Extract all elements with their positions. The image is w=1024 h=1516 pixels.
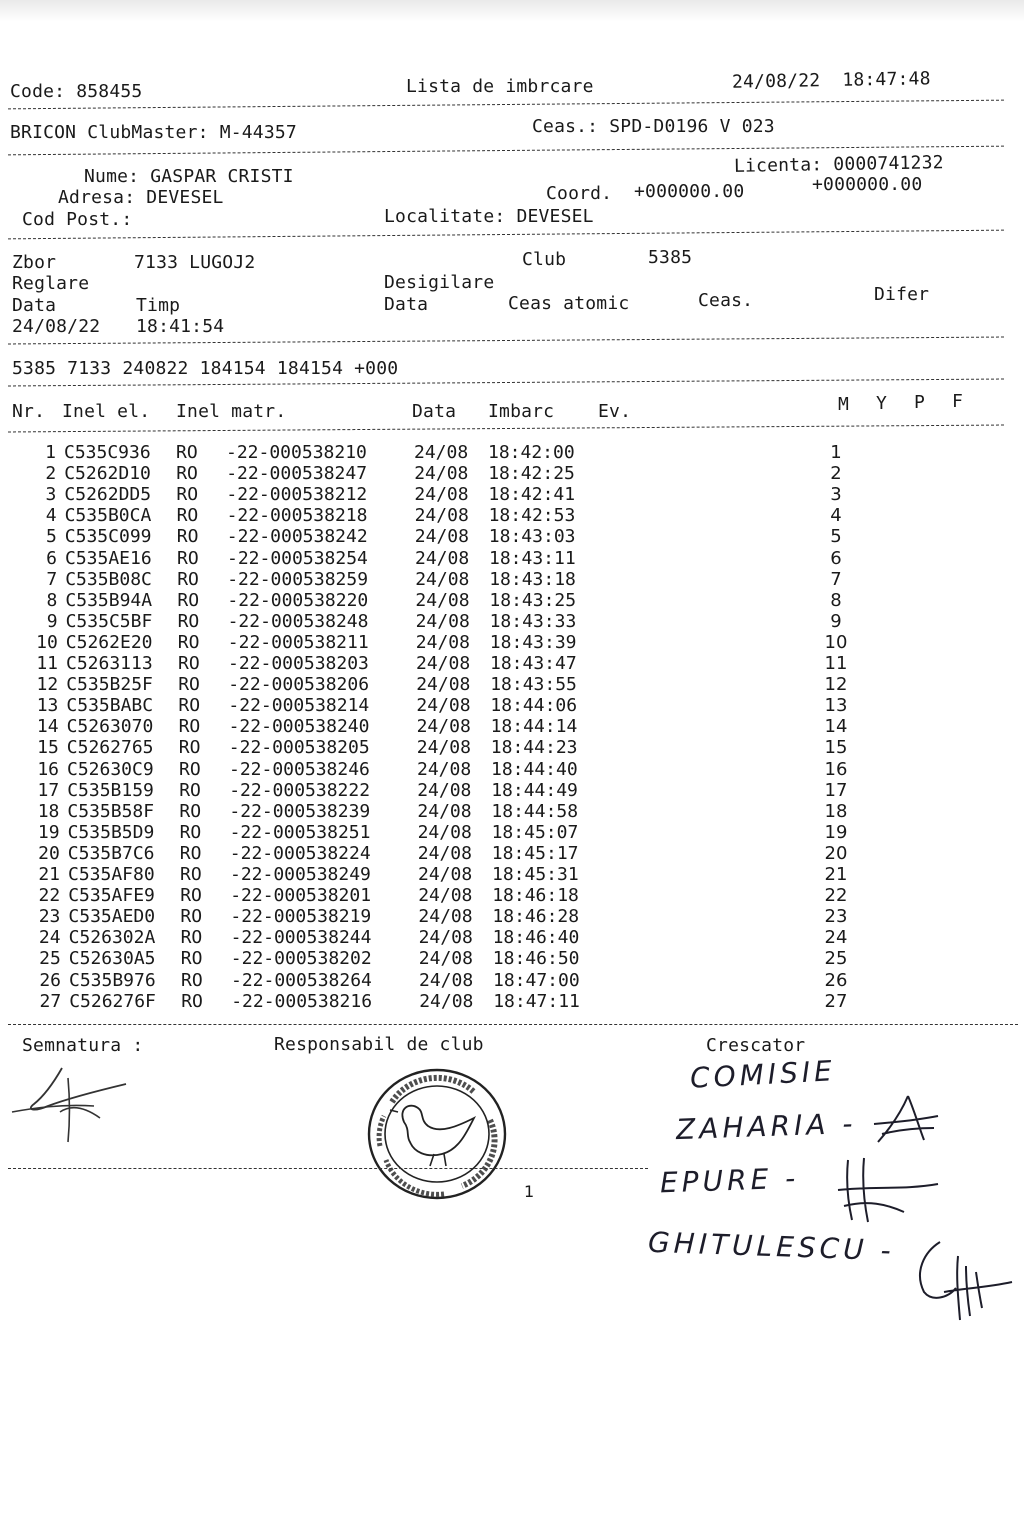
- table-row: [38, 885, 978, 906]
- electronic-ring: C526302A: [68, 927, 156, 949]
- row-number: 2: [45, 463, 57, 485]
- country-code: RO: [176, 484, 199, 506]
- country-code: RO: [180, 885, 202, 907]
- table-row: [38, 822, 978, 843]
- handwritten-name-2: EPURE -: [659, 1161, 800, 1200]
- basketing-time: 18:44:40: [491, 758, 578, 780]
- breeder-label: Crescator: [706, 1035, 806, 1056]
- male-count: 2: [830, 463, 842, 485]
- basketing-date: 24/08: [415, 631, 470, 653]
- basketing-date: 24/08: [414, 526, 469, 548]
- basketing-date: 24/08: [414, 484, 469, 506]
- basketing-time: 18:42:25: [488, 463, 575, 485]
- electronic-ring: C535B08C: [65, 568, 152, 590]
- country-code: RO: [178, 695, 201, 717]
- matriculation-ring: -22-000538216: [231, 990, 373, 1012]
- signature-epure: [834, 1150, 944, 1230]
- country-code: RO: [179, 842, 202, 864]
- flight-value: 7133 LUGOJ2: [134, 252, 256, 273]
- row-number: 1: [45, 442, 56, 463]
- row-number: 24: [38, 927, 61, 949]
- signature-line: [8, 1168, 648, 1169]
- print-datetime: 24/08/22 18:47:48: [731, 68, 931, 93]
- row-number: 9: [46, 610, 58, 632]
- table-row: [37, 780, 977, 801]
- table-row: [36, 674, 976, 695]
- basketing-date: 24/08: [419, 969, 474, 991]
- row-number: 5: [45, 526, 57, 548]
- flight-label: Zbor: [12, 252, 57, 273]
- basketing-time: 18:46:18: [492, 885, 579, 907]
- basketing-time: 18:47:00: [493, 969, 580, 991]
- code-label: Code: 858455: [10, 81, 143, 102]
- matriculation-ring: -22-000538259: [227, 568, 369, 590]
- matriculation-ring: -22-000538239: [229, 800, 371, 822]
- handwritten-name-3: GHITULESCU -: [647, 1225, 896, 1268]
- clubmaster-label: BRICON ClubMaster: M-44357: [10, 122, 297, 143]
- basketing-time: 18:42:00: [488, 442, 575, 463]
- row-number: 3: [45, 484, 57, 506]
- col-ev: Ev.: [598, 401, 632, 422]
- electronic-ring: C52630C9: [67, 758, 154, 780]
- table-row: [38, 843, 978, 864]
- table-row: [39, 970, 979, 991]
- col-m: M: [838, 394, 850, 415]
- row-number: 10: [36, 631, 58, 653]
- matriculation-ring: -22-000538264: [231, 969, 372, 991]
- electronic-ring: C535C936: [64, 442, 151, 463]
- handwritten-commission: COMISIE: [689, 1054, 837, 1095]
- matriculation-ring: -22-000538205: [228, 737, 370, 759]
- country-code: RO: [176, 505, 199, 527]
- basketing-date: 24/08: [415, 568, 470, 590]
- col-y: Y: [876, 393, 888, 414]
- male-count: 6: [830, 547, 842, 569]
- row-number: 15: [37, 737, 59, 759]
- basketing-date: 24/08: [417, 842, 472, 864]
- divider: [8, 425, 1004, 433]
- electronic-ring: C535B7C6: [67, 842, 155, 864]
- male-count: 10: [824, 631, 848, 653]
- handwritten-name-1: ZAHARIA -: [675, 1106, 857, 1147]
- desigilare-label: Desigilare: [384, 272, 495, 293]
- country-code: RO: [178, 737, 201, 759]
- table-row: [35, 526, 975, 547]
- male-count: 8: [830, 589, 842, 611]
- col-f: F: [952, 391, 964, 412]
- row-number: 18: [37, 800, 60, 822]
- table-row: [35, 505, 975, 526]
- male-count: 3: [830, 484, 842, 506]
- electronic-ring: C535C5BF: [65, 610, 153, 632]
- row-number: 22: [38, 885, 61, 907]
- club-responsible-label: Responsabil de club: [274, 1034, 484, 1055]
- row-number: 6: [46, 547, 57, 569]
- basketing-time: 18:43:47: [490, 653, 577, 674]
- matriculation-ring: -22-000538246: [229, 758, 370, 780]
- clock-label: Ceas.: [698, 290, 754, 311]
- difference-label: Difer: [874, 284, 930, 305]
- basketing-time: 18:47:11: [493, 990, 580, 1012]
- coord-label: Coord.: [546, 183, 613, 204]
- table-row: [36, 632, 976, 653]
- postal-code-label: Cod Post.:: [22, 209, 133, 230]
- electronic-ring: C5263113: [66, 653, 153, 674]
- table-row: [38, 906, 978, 927]
- basketing-date: 24/08: [414, 442, 469, 463]
- electronic-ring: C535B94A: [65, 589, 153, 611]
- licence-number: Licenta: 0000741232: [733, 152, 944, 177]
- country-code: RO: [179, 779, 201, 801]
- electronic-ring: C535BABC: [66, 695, 154, 717]
- electronic-ring: C52630A5: [68, 948, 156, 970]
- male-count: 9: [830, 610, 842, 632]
- country-code: RO: [178, 674, 200, 696]
- country-code: RO: [179, 758, 201, 780]
- reglare-date: 24/08/22: [12, 316, 101, 337]
- basketing-time: 18:45:07: [491, 821, 579, 843]
- basketing-date: 24/08: [416, 653, 471, 674]
- basketing-time: 18:42:41: [488, 484, 576, 506]
- basketing-date: 24/08: [414, 463, 469, 485]
- table-row: [37, 801, 977, 822]
- table-row: [35, 569, 975, 590]
- male-count: 18: [824, 800, 848, 822]
- matriculation-ring: -22-000538214: [228, 695, 370, 717]
- basketing-date: 24/08: [417, 821, 472, 843]
- male-count: 19: [824, 821, 848, 843]
- timp-label: Timp: [136, 295, 181, 316]
- basketing-date: 24/08: [415, 547, 470, 569]
- male-count: 21: [824, 864, 848, 885]
- basketing-time: 18:43:11: [489, 547, 576, 569]
- table-row: [36, 611, 976, 632]
- basketing-date: 24/08: [416, 695, 471, 717]
- col-data: Data: [412, 401, 457, 422]
- table-row: [35, 590, 975, 611]
- country-code: RO: [177, 631, 200, 653]
- electronic-ring: C535B159: [67, 779, 154, 801]
- male-count: 5: [830, 526, 842, 548]
- row-number: 8: [46, 589, 58, 611]
- row-number: 21: [38, 864, 60, 885]
- row-number: 13: [36, 695, 59, 717]
- table-row: [39, 948, 979, 969]
- matriculation-ring: -22-000538240: [228, 716, 370, 738]
- atomic-clock-label: Ceas atomic: [508, 293, 630, 314]
- clock-id: Ceas.: SPD-D0196 V 023: [532, 116, 775, 137]
- row-number: 19: [37, 821, 60, 843]
- basketing-date: 24/08: [418, 885, 473, 907]
- country-code: RO: [176, 526, 199, 548]
- basketing-time: 18:45:17: [491, 842, 579, 864]
- row-number: 7: [46, 568, 58, 590]
- country-code: RO: [178, 716, 201, 738]
- scan-shadow: [0, 0, 1024, 22]
- signature-label: Semnatura :: [22, 1035, 144, 1056]
- basketing-time: 18:44:58: [491, 800, 579, 822]
- row-number: 17: [37, 779, 60, 801]
- row-number: 26: [39, 969, 61, 991]
- basketing-time: 18:43:03: [488, 526, 576, 548]
- matriculation-ring: -22-000538211: [227, 631, 369, 653]
- basketing-time: 18:43:18: [489, 568, 576, 590]
- matriculation-ring: -22-000538218: [226, 505, 368, 527]
- club-stamp: [362, 1062, 512, 1206]
- country-code: RO: [177, 610, 200, 632]
- male-count: 12: [824, 674, 848, 696]
- divider: [8, 230, 1004, 240]
- male-count: 16: [824, 758, 848, 780]
- row-number: 23: [38, 906, 61, 928]
- country-code: RO: [177, 568, 199, 590]
- male-count: 1: [830, 442, 842, 463]
- data-label-1: Data: [12, 295, 57, 316]
- basketing-time: 18:43:55: [490, 674, 577, 696]
- electronic-ring: C5263070: [66, 716, 154, 738]
- table-row: [34, 442, 974, 463]
- basketing-date: 24/08: [415, 610, 470, 632]
- row-number: 4: [45, 505, 57, 527]
- country-code: RO: [176, 463, 198, 485]
- col-p: P: [914, 392, 926, 413]
- basketing-date: 24/08: [415, 589, 470, 611]
- basketing-date: 24/08: [416, 716, 471, 738]
- divider: [8, 100, 1004, 110]
- country-code: RO: [180, 927, 203, 949]
- electronic-ring: C5262D10: [64, 463, 151, 485]
- basketing-time: 18:44:06: [490, 695, 578, 717]
- matriculation-ring: -22-000538220: [227, 589, 369, 611]
- col-inel-matr: Inel matr.: [176, 401, 287, 422]
- signature-scribble: [4, 1060, 134, 1150]
- col-imbarc: Imbarc: [488, 401, 555, 422]
- male-count: 14: [824, 716, 848, 738]
- electronic-ring: C535B5D9: [67, 821, 155, 843]
- matriculation-ring: -22-000538224: [229, 842, 371, 864]
- country-code: RO: [181, 969, 203, 991]
- basketing-time: 18:43:25: [489, 589, 577, 611]
- country-code: RO: [180, 948, 203, 970]
- electronic-ring: C535B0CA: [64, 505, 152, 527]
- signature-zaharia: [868, 1090, 948, 1150]
- club-value: 5385: [648, 247, 693, 268]
- male-count: 17: [824, 779, 848, 801]
- table-row: [39, 991, 979, 1012]
- owner-address: Adresa: DEVESEL: [58, 187, 224, 208]
- owner-name: Nume: GASPAR CRISTI: [84, 166, 294, 187]
- matriculation-ring: -22-000538210: [226, 442, 367, 463]
- matriculation-ring: -22-000538219: [230, 906, 372, 928]
- male-count: 24: [824, 927, 848, 949]
- locality: Localitate: DEVESEL: [384, 206, 594, 227]
- matriculation-ring: -22-000538222: [229, 779, 371, 801]
- basketing-date: 24/08: [416, 737, 471, 759]
- page-number: 1: [524, 1182, 535, 1201]
- basketing-date: 24/08: [414, 505, 469, 527]
- electronic-ring: C5262765: [66, 737, 154, 759]
- table-row: [34, 484, 974, 505]
- electronic-ring: C535C099: [64, 526, 152, 548]
- basketing-time: 18:44:49: [491, 779, 578, 801]
- country-code: RO: [179, 821, 202, 843]
- basketing-date: 24/08: [416, 674, 471, 696]
- signature-ghitulescu: [904, 1236, 1016, 1328]
- table-row: [39, 927, 979, 948]
- matriculation-ring: -22-000538202: [230, 948, 372, 970]
- basketing-date: 24/08: [418, 864, 473, 885]
- country-code: RO: [177, 547, 199, 569]
- basketing-time: 18:43:33: [489, 610, 577, 632]
- electronic-ring: C5262E20: [65, 631, 153, 653]
- basketing-time: 18:45:31: [492, 864, 579, 885]
- electronic-ring: C526276F: [69, 990, 156, 1012]
- basketing-date: 24/08: [418, 927, 473, 949]
- matriculation-ring: -22-000538201: [230, 885, 372, 907]
- row-number: 20: [38, 842, 60, 864]
- col-inel-el: Inel el.: [62, 401, 151, 422]
- basketing-time: 18:44:14: [490, 716, 578, 738]
- electronic-ring: C535B58F: [67, 800, 155, 822]
- electronic-ring: C535AFE9: [68, 885, 155, 907]
- basketing-date: 24/08: [418, 948, 473, 970]
- country-code: RO: [179, 800, 202, 822]
- country-code: RO: [177, 589, 200, 611]
- male-count: 20: [824, 842, 848, 864]
- matriculation-ring: -22-000538247: [226, 463, 368, 485]
- matriculation-ring: -22-000538212: [226, 484, 368, 506]
- basketing-date: 24/08: [417, 758, 472, 780]
- male-count: 26: [824, 969, 848, 991]
- basketing-time: 18:46:50: [492, 948, 580, 970]
- matriculation-ring: -22-000538248: [227, 610, 369, 632]
- table-row: [36, 653, 976, 674]
- matriculation-ring: -22-000538249: [230, 864, 371, 885]
- club-label: Club: [522, 249, 567, 270]
- country-code: RO: [181, 990, 203, 1012]
- matriculation-ring: -22-000538206: [228, 674, 370, 696]
- matriculation-ring: -22-000538203: [228, 653, 369, 674]
- matriculation-ring: -22-000538244: [230, 927, 372, 949]
- table-row: [36, 695, 976, 716]
- reglare-time: 18:41:54: [136, 316, 225, 337]
- data-label-2: Data: [384, 294, 429, 315]
- coord-lat: +000000.00: [634, 181, 745, 202]
- male-count: 7: [830, 568, 842, 590]
- male-count: 22: [824, 885, 848, 907]
- basketing-date: 24/08: [418, 906, 473, 928]
- col-nr: Nr.: [12, 401, 46, 422]
- male-count: 13: [824, 695, 848, 717]
- male-count: 4: [830, 505, 842, 527]
- matriculation-ring: -22-000538254: [227, 547, 368, 569]
- electronic-ring: C535B976: [69, 969, 156, 991]
- male-count: 25: [824, 948, 848, 970]
- table-row: [37, 737, 977, 758]
- row-number: 16: [37, 758, 59, 780]
- document-title: Lista de imbrcare: [406, 76, 594, 97]
- matriculation-ring: -22-000538242: [226, 526, 368, 548]
- table-row: [35, 548, 975, 569]
- matriculation-ring: -22-000538251: [229, 821, 371, 843]
- electronic-ring: C535AF80: [68, 864, 155, 885]
- male-count: 23: [824, 906, 848, 928]
- male-count: 27: [824, 990, 848, 1012]
- divider: [8, 1024, 1018, 1025]
- country-code: RO: [178, 653, 200, 674]
- basketing-date: 24/08: [417, 779, 472, 801]
- reglare-label: Reglare: [12, 273, 90, 294]
- basketing-time: 18:44:23: [490, 737, 578, 759]
- electronic-ring: C535AED0: [68, 906, 156, 928]
- electronic-ring: C535B25F: [66, 674, 153, 696]
- table-row: [38, 864, 978, 885]
- summary-line: 5385 7133 240822 184154 184154 +000: [12, 358, 399, 379]
- basketing-date: 24/08: [419, 990, 474, 1012]
- row-number: 27: [39, 990, 62, 1012]
- country-code: RO: [180, 864, 202, 885]
- row-number: 14: [36, 716, 59, 738]
- row-number: 12: [36, 674, 59, 696]
- electronic-ring: C5262DD5: [64, 484, 152, 506]
- basketing-date: 24/08: [417, 800, 472, 822]
- coord-lon: +000000.00: [812, 174, 923, 195]
- row-number: 25: [39, 948, 61, 970]
- country-code: RO: [180, 906, 203, 928]
- basketing-time: 18:46:28: [492, 906, 580, 928]
- country-code: RO: [176, 442, 198, 463]
- row-number: 11: [36, 653, 58, 674]
- table-row: [37, 716, 977, 737]
- table-row: [34, 463, 974, 484]
- male-count: 11: [824, 653, 848, 674]
- male-count: 15: [824, 737, 848, 759]
- electronic-ring: C535AE16: [65, 547, 152, 569]
- basketing-time: 18:46:40: [492, 927, 580, 949]
- basketing-time: 18:42:53: [488, 505, 576, 527]
- table-row: [37, 759, 977, 780]
- basketing-time: 18:43:39: [489, 631, 577, 653]
